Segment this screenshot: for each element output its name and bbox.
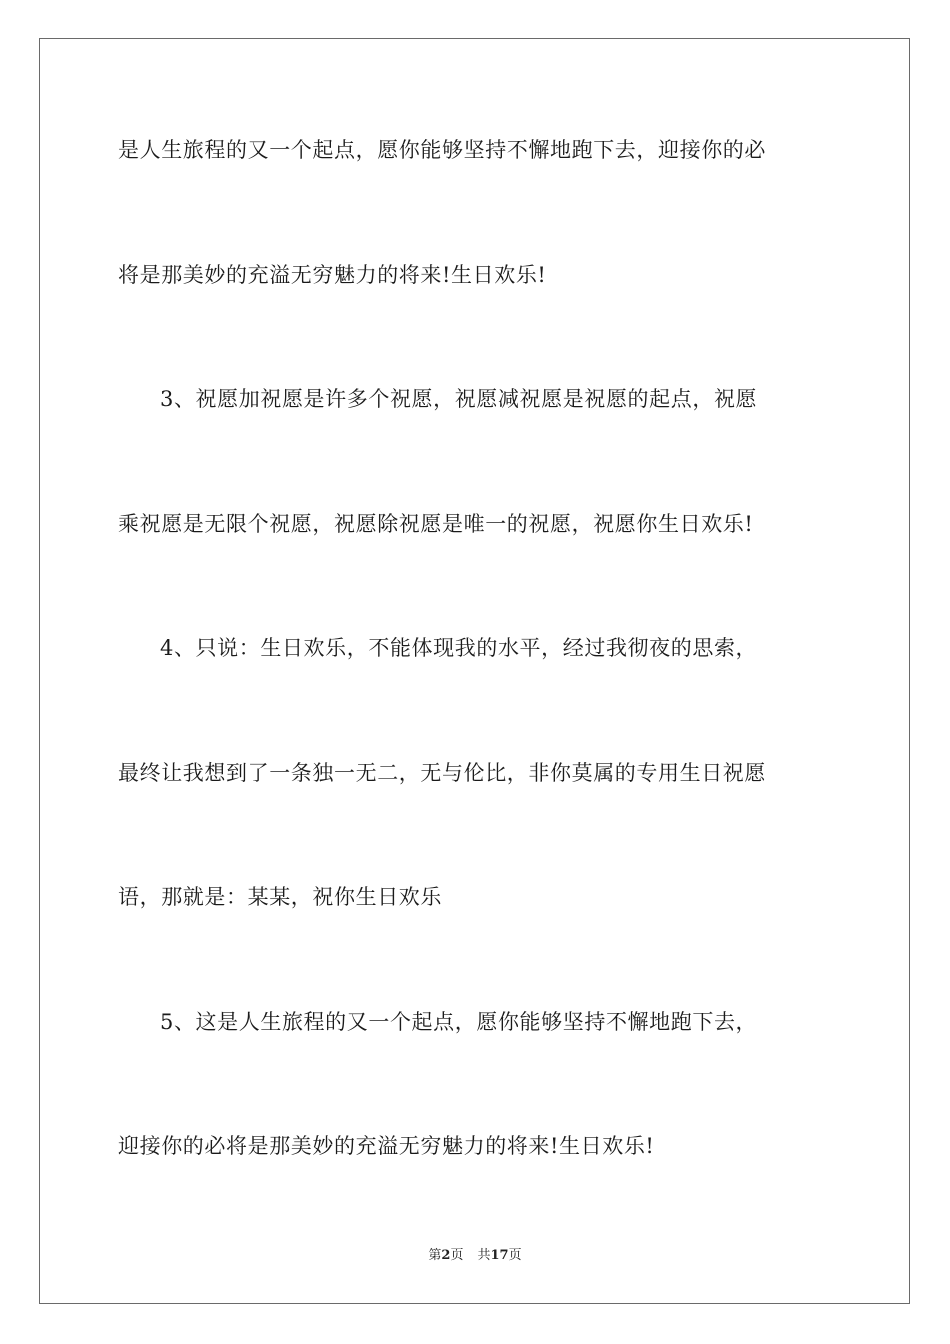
page-footer bbox=[0, 1247, 950, 1265]
text-line-1: 是人生旅程的又一个起点，愿你能够坚持不懈地跑下去，迎接你的必 bbox=[118, 138, 766, 162]
paragraph-4-line-2: 最终让我想到了一条独一无二，无与伦比，非你莫属的专用生日祝愿 bbox=[118, 761, 766, 785]
footer-total-pages: 17 bbox=[490, 1248, 509, 1263]
page-border bbox=[39, 38, 910, 1304]
paragraph-3-line-2: 乘祝愿是无限个祝愿，祝愿除祝愿是唯一的祝愿，祝愿你生日欢乐! bbox=[118, 512, 754, 536]
footer-total-suffix: 页 bbox=[508, 1248, 522, 1263]
paragraph-5-line-2: 迎接你的必将是那美妙的充溢无穷魅力的将来!生日欢乐! bbox=[118, 1134, 655, 1158]
footer-prefix: 第 bbox=[428, 1248, 442, 1263]
paragraph-4-line-1: 4、只说：生日欢乐，不能体现我的水平，经过我彻夜的思索， bbox=[160, 636, 758, 660]
footer-total-prefix: 共 bbox=[477, 1248, 491, 1263]
footer-page-number: 2 bbox=[441, 1248, 451, 1263]
footer-page-suffix: 页 bbox=[450, 1248, 464, 1263]
text-line-2: 将是那美妙的充溢无穷魅力的将来!生日欢乐! bbox=[118, 263, 547, 287]
paragraph-4-line-3: 语，那就是：某某，祝你生日欢乐 bbox=[118, 885, 442, 909]
paragraph-3-line-1: 3、祝愿加祝愿是许多个祝愿，祝愿减祝愿是祝愿的起点，祝愿 bbox=[160, 387, 758, 411]
paragraph-5-line-1: 5、这是人生旅程的又一个起点，愿你能够坚持不懈地跑下去， bbox=[160, 1010, 758, 1034]
